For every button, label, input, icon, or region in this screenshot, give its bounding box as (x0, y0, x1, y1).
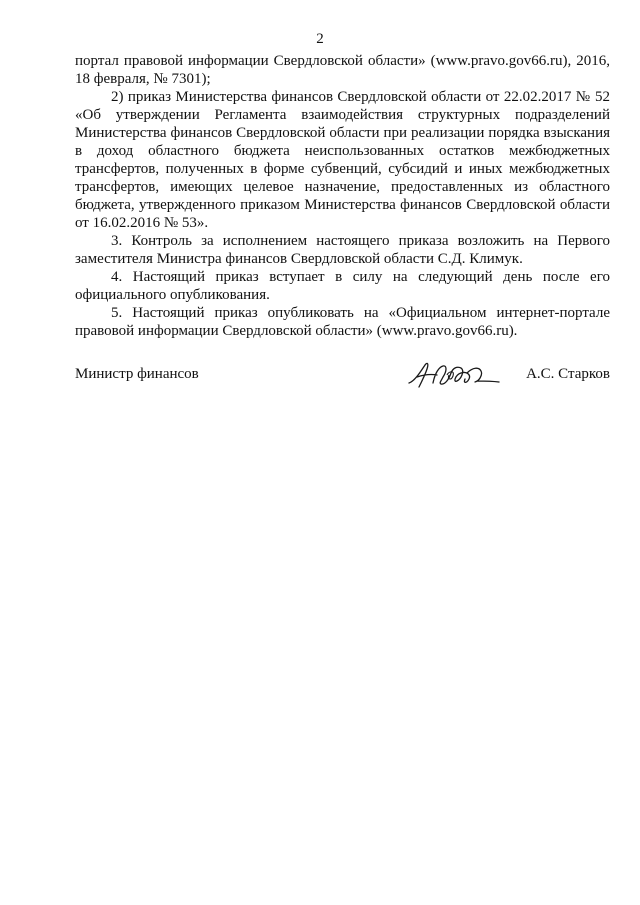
paragraph-item-3: 3. Контроль за исполнением настоящего приказа возложить на Первого заместителя Министра финансов Свердловской области С.Д. Климук. (75, 233, 610, 267)
signatory-name: А.С. Старков (526, 366, 610, 382)
paragraph-item-5: 5. Настоящий приказ опубликовать на «Официальном интернет-портале правовой информации Свердловской области» (www.pravo.gov66.ru). (75, 305, 610, 339)
signatory-title: Министр финансов (75, 366, 199, 382)
page-number: 2 (316, 31, 324, 47)
document-body (75, 52, 610, 340)
paragraph-item-4: 4. Настоящий приказ вступает в силу на следующий день после его официального опубликования. (75, 269, 610, 303)
paragraph-continuation: портал правовой информации Свердловской области» (www.pravo.gov66.ru), 2016, 18 февраля, № 7301); (75, 53, 610, 87)
handwritten-signature (403, 357, 503, 391)
signature-block (75, 363, 610, 393)
paragraph-item-2: 2) приказ Министерства финансов Свердловской области от 22.02.2017 № 52 «Об утверждении Регламента взаимодействия структурных подразделений Министерства финансов Свердловской области при реализации порядка взыскания в доход областного бюджета неиспользованных остатков межбюджетных трансфертов, полученных в форме субвенций, субсидий и иных межбюджетных трансфертов, имеющих целевое назначение, предоставленных из областного бюджета, утвержденного приказом Министерства финансов Свердловской области от 16.02.2016 № 53». (75, 89, 610, 231)
